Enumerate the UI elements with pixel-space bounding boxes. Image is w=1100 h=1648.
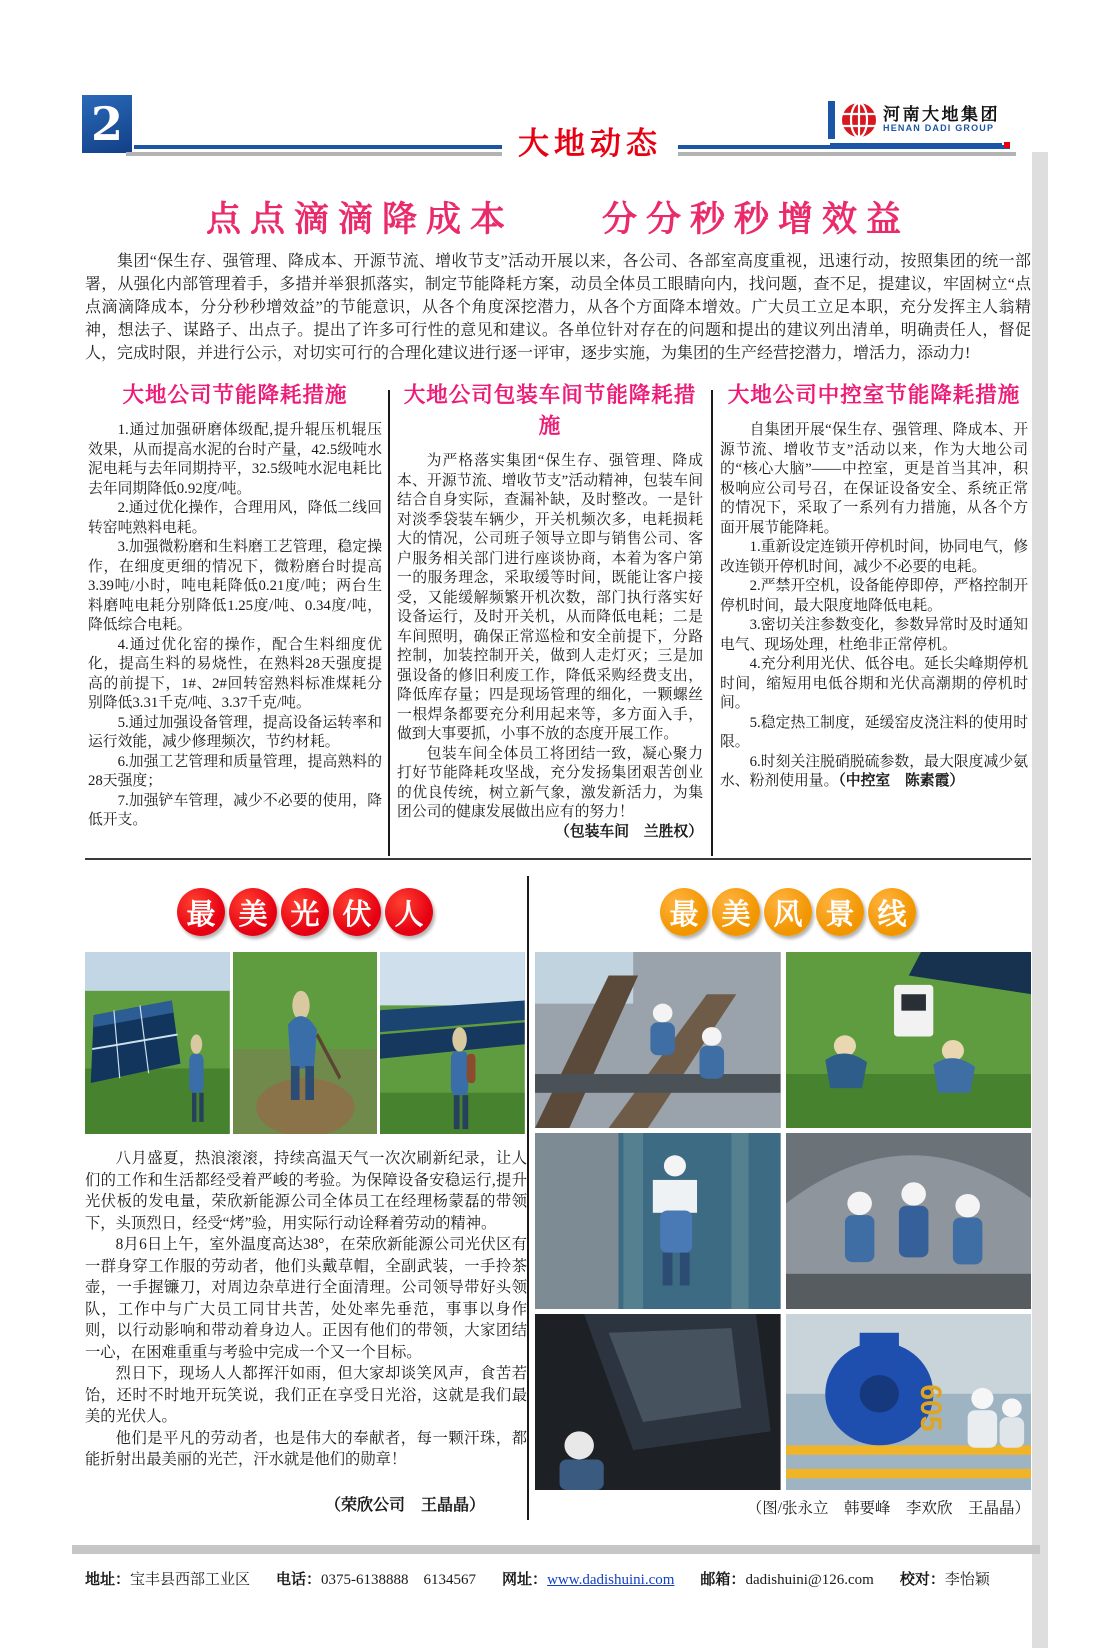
column3-paragraph: 自集团开展“保生存、强管理、降成本、开源节流、增收节支”活动以来，作为大地公司的“核心大脑”——中控室，更是首当其冲，积极响应公司号召，在保证设备安全、系统正常的情况下，采取了一系列有力措施，从各个方面开展节能降耗。 — [720, 422, 1028, 536]
photo-blue-pump-605 — [786, 1314, 1032, 1490]
company-logo — [828, 98, 1010, 142]
photo-worker-weeding — [233, 952, 378, 1134]
pv-section-title-badges — [85, 888, 525, 936]
email-value: dadishuini@126.com — [745, 1572, 874, 1588]
page-number: 2 — [90, 97, 123, 151]
badge-char: 最 — [177, 888, 225, 936]
pv-paragraph: 他们是平凡的劳动者，也是伟大的奉献者，每一颗汗珠，都能折射出最美丽的光芒，汗水就是他们的勋章！ — [85, 1429, 527, 1468]
photo-team-at-machine — [786, 1133, 1032, 1309]
photo-solar-hillside — [85, 952, 230, 1134]
proof-label: 校对： — [899, 1572, 945, 1588]
address-value: 宝丰县西部工业区 — [130, 1572, 251, 1588]
column-control-room — [720, 378, 1028, 792]
footer-address — [85, 1568, 250, 1589]
pv-photo-row — [85, 952, 525, 1134]
column2-signature: （包装车间 兰胜权） — [555, 823, 703, 840]
column3-paragraph — [720, 753, 1028, 792]
pv-signature: （荣欣公司 王晶晶） — [324, 1497, 485, 1514]
web-label: 网址： — [502, 1572, 548, 1588]
pv-article — [85, 1148, 527, 1471]
website-link[interactable]: www.dadishuini.com — [547, 1572, 675, 1588]
column2-title: 大地公司包装车间节能降耗措施 — [403, 383, 697, 438]
pump-label: 605 — [913, 1384, 947, 1432]
badge-char: 景 — [816, 888, 864, 936]
globe-icon — [840, 101, 878, 139]
badge-char: 光 — [281, 888, 329, 936]
column3-paragraph: 1.重新设定连锁开停机时间，协同电气，修改连锁开停机时间，减少不必要的电耗。 — [720, 539, 1028, 575]
column-divider-2 — [711, 390, 713, 856]
footer-phone — [276, 1568, 476, 1589]
header-rule-left-blue — [134, 145, 502, 149]
column-energy-saving — [88, 378, 382, 831]
phone-label: 电话： — [276, 1572, 322, 1588]
page-number-box — [82, 95, 132, 153]
pv-paragraph: 烈日下，现场人人都挥汗如雨，但大家却谈笑风声，食苦若饴，还时不时地开玩笑说，我们正在享受日光浴，这就是我们最美的光伏人。 — [85, 1365, 527, 1425]
scenery-photo-grid — [535, 952, 1031, 1490]
column3-signature: （中控室 陈素霞） — [838, 773, 965, 789]
column3-title: 大地公司中控室节能降耗措施 — [727, 383, 1021, 407]
photo-steel-structure-workers — [535, 952, 781, 1128]
scan-edge — [1032, 152, 1048, 1648]
photo-under-machine-maintenance — [535, 1314, 781, 1490]
column1-paragraph: 1.通过加强研磨体级配,提升辊压机辊压效果，从而提高水泥的台时产量，42.5级吨水泥电耗与去年同期持平，32.5级吨水泥电耗比去年同期降低0.92度/吨。 — [88, 422, 382, 497]
logo-underline — [830, 143, 1002, 147]
email-label: 邮箱： — [700, 1572, 746, 1588]
column1-paragraph: 3.加强微粉磨和生料磨工艺管理，稳定操作，在细度更细的情况下，微粉磨台时提高3.39吨/小时，吨电耗降低0.21度/吨；两台生料磨吨电耗分别降低1.25度/吨、0.34度/吨，降低综合电耗。 — [88, 539, 382, 633]
header-rule-left-gray — [126, 152, 502, 156]
badge-char: 美 — [712, 888, 760, 936]
logo-name-cn: 河南大地集团 — [883, 105, 1000, 125]
photo-inverter-inspection — [786, 952, 1032, 1128]
scenery-photo-caption: （图/张永立 韩要峰 李欢欣 王晶晶） — [746, 1500, 1030, 1517]
masthead-title: 大地动态 — [518, 126, 662, 161]
badge-char: 伏 — [333, 888, 381, 936]
column2-paragraph: 包装车间全体员工将团结一致，凝心聚力打好节能降耗攻坚战，充分发扬集团艰苦创业的优良传统，树立新气象，激发新活力，为集团公司的健康发展做出应有的努力！ — [397, 745, 703, 820]
badge-char: 风 — [764, 888, 812, 936]
column1-paragraph: 7.加强铲车管理，减少不必要的使用，降低开支。 — [88, 792, 382, 828]
address-label: 地址： — [85, 1572, 131, 1588]
footer — [85, 1568, 1031, 1589]
intro-paragraph: 集团“保生存、强管理、降成本、开源节流、增收节支”活动开展以来，各公司、各部室高度重视，迅速行动，按照集团的统一部署，从强化内部管理着手，多措并举狠抓落实，制定节能降耗方案，动员全体员工眼睛向内，找问题，查不足，提建议，牢固树立“点点滴滴降成本，分分秒秒增效益”的节能意识，从各个角度深挖潜力，从各个方面降本增效。广大员工立足本职，充分发挥主人翁精神，想法子、谋路子、出点子。提出了许多可行性的意见和建议。各单位针对存在的问题和提出的建议列出清单，明确责任人，督促人，完成时限，并进行公示，对切实可行的合理化建议进行逐一评审，逐步实施，为集团的生产经营挖潜力，增活力，添动力! — [85, 253, 1031, 362]
column1-paragraph: 6.加强工艺管理和质量管理，提高熟料的28天强度； — [88, 753, 382, 789]
column1-paragraph: 5.通过加强设备管理，提高设备运转率和运行效能，减少修理频次，节约材耗。 — [88, 714, 382, 750]
phone-value: 0375-6138888 6134567 — [321, 1572, 477, 1588]
pv-paragraph: 八月盛夏，热浪滚滚，持续高温天气一次次刷新纪录，让人们的工作和生活都经受着严峻的考验。为保障设备安稳运行,提升光伏板的发电量，荣欣新能源公司全体员工在经理杨蒙磊的带领下，头顶烈日，经受“烤”验，用实际行动诠释着劳动的精神。 — [85, 1150, 527, 1232]
column2-paragraph: 为严格落实集团“保生存、强管理、降成本、开源节流、增收节支”活动精神，包装车间结合自身实际，查漏补缺，及时整改。一是针对淡季袋装车辆少，开关机频次多，电耗损耗大的情况，公司班子领导立即与销售公司、客户服务相关部门进行座谈协商，本着为客户第一的服务理念，采取缓等时间，既能让客户接受，又能缓解频繁开机次数，部门执行落实好设备运行，及时开关机，从而降低电耗；二是车间照明，确保正常巡检和安全前提下，分路控制，加装控制开关，做到人走灯灭；三是加强设备的修旧利废工作，降低采购经费支出，降低库存量；四是现场管理的细化，一颗螺丝一根焊条都要充分利用起来等，多方面入手，做到大事要抓，小事不放的态度开展工作。 — [397, 453, 703, 742]
footer-website — [502, 1568, 674, 1589]
column3-paragraph: 3.密切关注参数变化，参数异常时及时通知电气、现场处理，杜绝非正常停机。 — [720, 617, 1028, 653]
bottom-divider — [527, 876, 529, 1520]
column3-last-text: 6.时刻关注脱硝脱硫参数，最大限度减少氨水、粉剂使用量。 — [720, 753, 1028, 789]
photo-solar-field-worker — [380, 952, 525, 1134]
section-separator — [85, 858, 1031, 860]
pv-paragraph: 8月6日上午，室外温度高达38°，在荣欣新能源公司光伏区有一群身穿工作服的劳动者，他们头戴草帽，全副武装，一手拎茶壶，一手握镰刀，对周边杂草进行全面清理。公司领导带好头领队，工作中与广大员工同甘共苦，处处率先垂范，事事以身作则，以行动影响和带动着身边人。正因有他们的带领，大家团结一心，在困难重重与考验中完成一个又一个目标。 — [85, 1236, 527, 1361]
column1-paragraph: 4.通过优化窑的操作，配合生料细度优化，提高生料的易烧性，在熟料28天强度提高的前提下，1#、2#回转窑熟料标准煤耗分别降低3.31千克/吨、3.37千克/吨。 — [88, 636, 382, 711]
column3-paragraph: 2.严禁开空机，设备能停即停，严格控制开停机时间，最大限度地降低电耗。 — [720, 578, 1028, 614]
footer-bar — [72, 1545, 1040, 1554]
main-headline: 点点滴滴降成本 分分秒秒增效益 — [205, 200, 910, 239]
column-divider-1 — [388, 390, 390, 856]
logo-red-dot — [1004, 142, 1010, 148]
footer-email — [700, 1568, 873, 1589]
photo-worker-climbing-equipment — [535, 1133, 781, 1309]
column1-title: 大地公司节能降耗措施 — [122, 383, 348, 407]
badge-char: 最 — [660, 888, 708, 936]
badge-char: 人 — [385, 888, 433, 936]
badge-char: 线 — [868, 888, 916, 936]
column3-paragraph: 4.充分利用光伏、低谷电。延长尖峰期停机时间，缩短用电低谷期和光伏高潮期的停机时间。 — [720, 656, 1028, 711]
logo-blue-bar — [828, 101, 835, 139]
header-rule-right-gray — [678, 152, 1016, 156]
column1-paragraph: 2.通过优化操作，合理用风，降低二线回转窑吨熟料电耗。 — [88, 500, 382, 536]
logo-name-en: HENAN DADI GROUP — [883, 123, 995, 134]
badge-char: 美 — [229, 888, 277, 936]
footer-proofreader — [900, 1568, 990, 1589]
proofreader-value: 李怡颖 — [944, 1572, 990, 1588]
column3-paragraph: 5.稳定热工制度，延缓窑皮浇注料的使用时限。 — [720, 714, 1028, 750]
scenery-section-title-badges — [545, 888, 1031, 936]
column-packing-workshop — [397, 378, 703, 842]
